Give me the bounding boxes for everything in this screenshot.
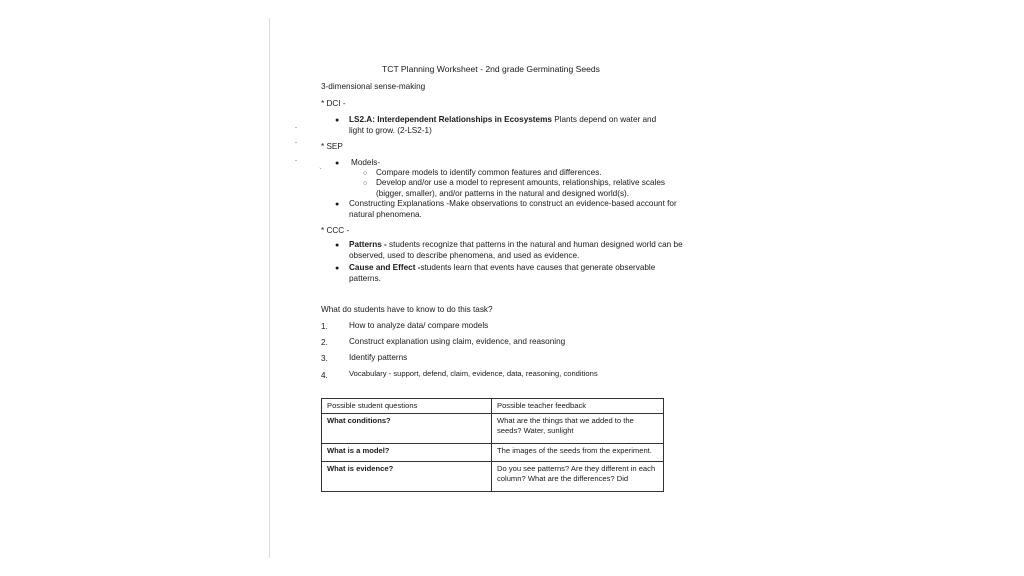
questions-feedback-table <box>321 398 664 492</box>
table-header-row <box>322 399 664 414</box>
table-cell-feedback: The images of the seeds from the experiment. <box>492 444 664 462</box>
bullet-icon: ● <box>335 201 340 208</box>
page-edge-divider <box>269 18 270 558</box>
sep-models-label: Models- <box>351 158 381 167</box>
bullet-icon: ● <box>335 117 340 124</box>
ccc-patterns: Patterns - students recognize that patterns in the natural and human designed world can be observed, used to describe phenomena, and used as evidence. <box>349 240 683 260</box>
scan-speck <box>295 127 297 128</box>
table-row <box>322 414 664 444</box>
sep-constructing: Constructing Explanations -Make observations to construct an evidence-based account for natural phenomena. <box>349 199 677 219</box>
worksheet-page: TCT Planning Worksheet - 2nd grade Germinating Seeds 3-dimensional sense-making * DCI - ● LS2.A: Interdependent Relationships in Ecosystems Plants depend on water and light to grow. (2-LS2-1) * SEP ` ● Models- ○ Compare models to identify common features and differences. ○ Develop and/or use a model to represent amounts, relationships, relative scales (bigger, smaller), and/or patterns in the natural and designed world(s). ● Constructing Explanations -Make observations to construct an evidence-based account for natural phenomena. * CCC - ● Patterns - students recognize that patterns in the natural and human designed world can be observed, used to describe phenomena, and used as evidence. ● Cause and Effect -students learn that events have causes that generate observable patterns. What do students have to know to do this task? 1. How to analyze data/ compare models 2. Construct explanation using claim, evidence, and reasoning 3. Identify patterns 4. Vocabulary - support, defend, claim, evidence, data, reasoning, conditions Possible student questions Possible teacher feedback What conditions? What are the things that we added to the seeds? Water, sunlight What is a model? The images of the seeds from the experiment. What is evidence? Do you see patterns? Are they different in each column? What are the differences? Did <box>321 0 691 576</box>
dci-bullet: LS2.A: Interdependent Relationships in Ecosystems Plants depend on water and light to grow. (2-LS2-1) <box>349 115 657 135</box>
table-cell-question: What conditions? <box>322 414 492 444</box>
sep-heading: * SEP <box>321 142 343 151</box>
table-cell-feedback: What are the things that we added to the seeds? Water, sunlight <box>492 414 664 444</box>
bullet-icon: ● <box>335 242 340 249</box>
dci-heading: * DCI - <box>321 99 346 108</box>
sep-models-sub2: Develop and/or use a model to represent amounts, relationships, relative scales (bigger, smaller), and/or patterns in the natural and designed world(s). <box>376 178 665 198</box>
scan-speck <box>295 160 297 161</box>
table-cell-question: What is evidence? <box>322 462 492 492</box>
sense-making-heading: 3-dimensional sense-making <box>321 82 426 91</box>
table-cell-feedback: Do you see patterns? Are they different in each column? What are the differences? Did <box>492 462 664 492</box>
stray-mark: ` <box>319 167 322 176</box>
worksheet-title: TCT Planning Worksheet - 2nd grade Germinating Seeds <box>382 64 600 74</box>
bullet-icon: ● <box>335 160 340 167</box>
table-row <box>322 462 664 492</box>
ccc-cause: Cause and Effect -students learn that events have causes that generate observable patterns. <box>349 263 656 283</box>
table-row <box>322 444 664 462</box>
table-cell-question: What is a model? <box>322 444 492 462</box>
know-question: What do students have to know to do this task? <box>321 305 493 314</box>
table-header-cell: Possible teacher feedback <box>492 399 664 414</box>
table-header-cell: Possible student questions <box>322 399 492 414</box>
sub-bullet-icon: ○ <box>363 170 368 177</box>
bullet-icon: ● <box>335 265 340 272</box>
sub-bullet-icon: ○ <box>363 180 368 187</box>
ccc-heading: * CCC - <box>321 226 350 235</box>
sep-models-sub1: Compare models to identify common features and differences. <box>376 168 602 177</box>
scan-speck <box>295 142 297 143</box>
